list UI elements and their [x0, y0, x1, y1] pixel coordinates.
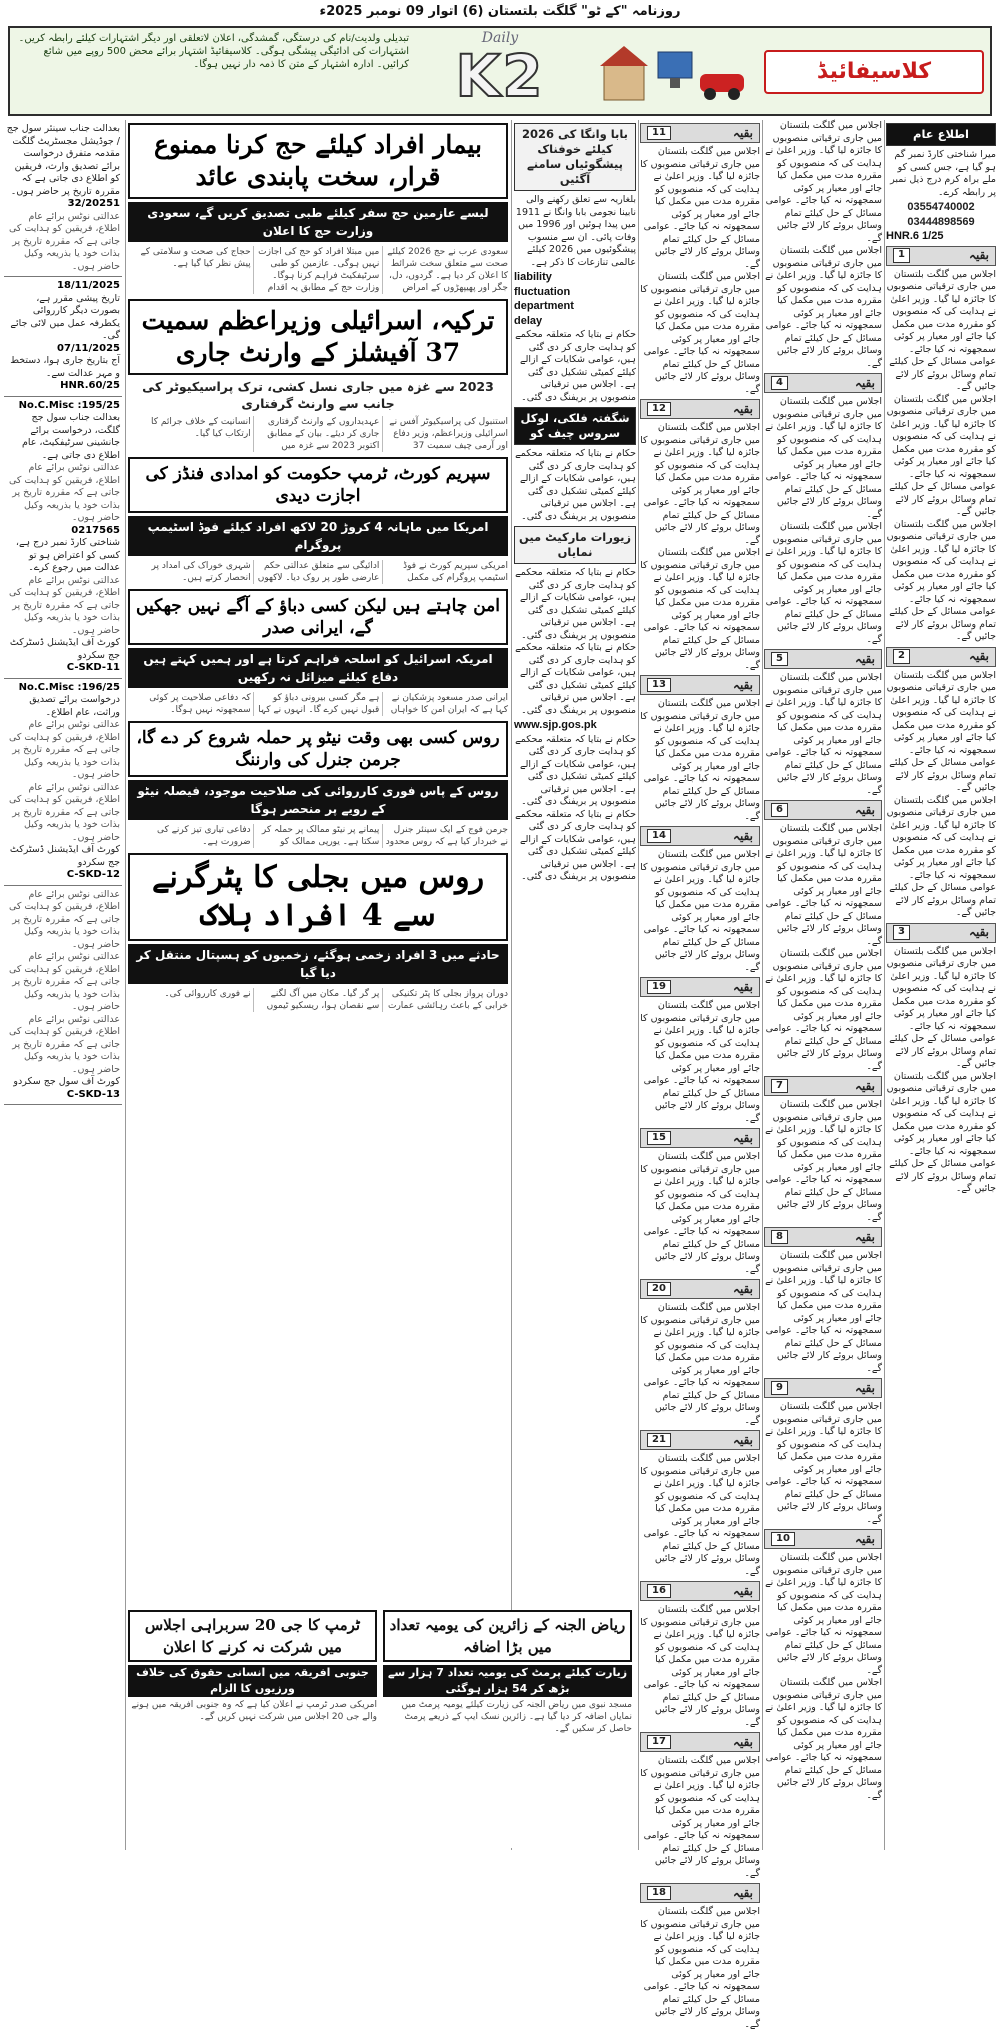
continued-number: 17: [647, 1735, 671, 1750]
story-body: اجلاس میں گلگت بلتستان میں جاری ترقیاتی منصوبوں کا جائزہ لیا گیا۔ وزیر اعلیٰ نے ہدایت کی کہ منصوبوں کو مقررہ مدت میں مکمل کیا جائے اور معیار پر کوئی سمجھوتہ نہ کیا جائے۔ عوامی مسائل کے حل کیلئے تمام وسائل بروئے کار لائے جائیں گے۔: [886, 794, 996, 918]
story-body: اجلاس میں گلگت بلتستان میں جاری ترقیاتی منصوبوں کا جائزہ لیا گیا۔ وزیر اعلیٰ نے ہدایت کی کہ منصوبوں کو مقررہ مدت میں مکمل کیا جائے اور معیار پر کوئی سمجھوتہ نہ کیا جائے۔ عوامی مسائل کے حل کیلئے تمام وسائل بروئے کار لائے جائیں گے۔: [640, 146, 760, 270]
headline: بیمار افراد کیلئے حج کرنا ممنوع قرار، سخت پابندی عائد: [128, 123, 508, 199]
latin-term: liability: [514, 271, 552, 283]
column-rule: [884, 120, 885, 1850]
story-body: اجلاس میں گلگت بلتستان میں جاری ترقیاتی منصوبوں کا جائزہ لیا گیا۔ وزیر اعلیٰ نے ہدایت کی کہ منصوبوں کو مقررہ مدت میں مکمل کیا جائے اور معیار پر کوئی سمجھوتہ نہ کیا جائے۔ عوامی مسائل کے حل کیلئے تمام وسائل بروئے کار لائے جائیں گے۔: [640, 1755, 760, 1879]
continued-marker: [764, 649, 882, 669]
story-body: ایرانی صدر مسعود پزشکیان نے کہا ہے کہ ایران امن کا خواہاں ہے مگر کسی بیرونی دباؤ کو قبول نہیں کرے گا۔ انہوں نے کہا کہ دفاعی صلاحیت پر کوئی سمجھوتہ نہیں ہوگا۔: [149, 693, 508, 715]
continued-number: 10: [771, 1532, 795, 1547]
continued-marker: [886, 923, 996, 943]
notice-filler: عدالتی نوٹس برائے عام اطلاع، فریقین کو ہدایت کی جاتی ہے کہ مقررہ تاریخ پر بذات خود یا بذریعہ وکیل حاضر ہوں۔: [8, 1013, 120, 1075]
continued-number: 13: [647, 678, 671, 693]
story-body: اجلاس میں گلگت بلتستان میں جاری ترقیاتی منصوبوں کا جائزہ لیا گیا۔ وزیر اعلیٰ نے ہدایت کی کہ منصوبوں کو مقررہ مدت میں مکمل کیا جائے اور معیار پر کوئی سمجھوتہ نہ کیا جائے۔ عوامی مسائل کے حل کیلئے تمام وسائل بروئے کار لائے جائیں گے۔: [640, 1000, 760, 1124]
story-iran-president[interactable]: [128, 589, 508, 718]
continued-marker: [640, 1883, 760, 1903]
subheadline: امریکہ اسرائیل کو اسلحہ فراہم کرتا ہے اور ہمیں کہتے ہیں دفاع کیلئے میزائل نہ رکھیں: [128, 648, 508, 688]
headline: امن چاہتے ہیں لیکن کسی دباؤ کے آگے نہیں جھکیں گے، ایرانی صدر: [128, 589, 508, 645]
continued-number: 15: [647, 1131, 671, 1146]
classified-banner: کلاسیفائیڈ: [764, 50, 984, 94]
subheadline: 2023 سے غزہ میں جاری نسل کشی، ترک پراسیکیوٹر کی جانب سے وارنٹ گرفتاری: [142, 379, 494, 411]
continued-number: 1: [893, 248, 910, 263]
continued-label: بقیہ: [854, 1078, 875, 1093]
story-body: اجلاس میں گلگت بلتستان میں جاری ترقیاتی منصوبوں کا جائزہ لیا گیا۔ وزیر اعلیٰ نے ہدایت کی کہ منصوبوں کو مقررہ مدت میں مکمل کیا جائے اور معیار پر کوئی سمجھوتہ نہ کیا جائے۔ عوامی مسائل کے حل کیلئے تمام وسائل بروئے کار لائے جائیں گے۔: [886, 945, 996, 1069]
continued-marker: [640, 675, 760, 695]
notice-ref: No.C.Misc :195/25: [18, 399, 120, 411]
notice-ref: 18/11/2025: [57, 280, 120, 291]
column-rule: [511, 120, 512, 1850]
story-body: دوران پرواز بجلی کا پٹر تکنیکی خرابی کے باعث رہائشی عمارت پر گر گیا۔ مکان میں آگ لگنے سے نقصان ہوا، ریسکیو ٹیموں نے فوری کارروائی کی۔: [164, 989, 508, 1011]
continued-number: 9: [771, 1381, 788, 1396]
notice-filler: عدالتی نوٹس برائے عام اطلاع، فریقین کو ہدایت کی جاتی ہے کہ مقررہ تاریخ پر بذات خود یا بذریعہ وکیل حاضر ہوں۔: [8, 462, 120, 523]
court-notice: [4, 397, 122, 679]
notice-filler: عدالتی نوٹس برائے عام اطلاع، فریقین کو ہدایت کی جاتی ہے کہ مقررہ تاریخ پر بذات خود یا بذریعہ وکیل حاضر ہوں۔: [8, 888, 120, 950]
story-body: حکام نے بتایا کہ متعلقہ محکمے کو ہدایت جاری کر دی گئی ہیں، عوامی شکایات کے ازالے کیلئے کمیٹی تشکیل دی گئی ہے۔ اجلاس میں ترقیاتی منصوبوں پر بریفنگ دی گئی۔: [515, 567, 636, 641]
story-body: امریکی سپریم کورٹ نے فوڈ اسٹیمپ پروگرام کی مکمل ادائیگی سے متعلق عدالتی حکم عارضی طور پر روک دیا۔ لاکھوں شہری خوراک کی امداد پر انحصار کرتے ہیں۔: [151, 561, 508, 583]
story-body: اجلاس میں گلگت بلتستان میں جاری ترقیاتی منصوبوں کا جائزہ لیا گیا۔ وزیر اعلیٰ نے ہدایت کی کہ منصوبوں کو مقررہ مدت میں مکمل کیا جائے اور معیار پر کوئی سمجھوتہ نہ کیا جائے۔ عوامی مسائل کے حل کیلئے تمام وسائل بروئے کار لائے جائیں گے۔: [765, 1099, 882, 1223]
notice-ref: 32/20251: [67, 198, 120, 209]
notice-text: شناختی کارڈ نمبر درج ہے، کسی کو اعتراض ہو تو عدالت میں رجوع کرے۔: [15, 537, 120, 573]
continued-label: بقیہ: [854, 1229, 875, 1244]
continued-number: 6: [771, 803, 788, 818]
continued-label: بقیہ: [732, 401, 753, 416]
continued-label: بقیہ: [732, 1885, 753, 1900]
story-body: اجلاس میں گلگت بلتستان میں جاری ترقیاتی منصوبوں کا جائزہ لیا گیا۔ وزیر اعلیٰ نے ہدایت کی کہ منصوبوں کو مقررہ مدت میں مکمل کیا جائے اور معیار پر کوئی سمجھوتہ نہ کیا جائے۔ عوامی مسائل کے حل کیلئے تمام وسائل بروئے کار لائے جائیں گے۔: [886, 393, 996, 517]
story-body: استنبول کی پراسیکیوٹر آفس نے اسرائیلی وزیراعظم، وزیر دفاع اور آرمی چیف سمیت 37 عہدیداروں کے وارنٹ گرفتاری جاری کر دیئے۔ بیان کے مطابق اکتوبر 2023 سے غزہ میں انسانیت کے خلاف جرائم کا ارتکاب کیا گیا۔: [151, 417, 508, 451]
continued-marker: [640, 977, 760, 997]
continued-number: 4: [771, 376, 788, 391]
story-body: اجلاس میں گلگت بلتستان میں جاری ترقیاتی منصوبوں کا جائزہ لیا گیا۔ وزیر اعلیٰ نے ہدایت کی کہ منصوبوں کو مقررہ مدت میں مکمل کیا جائے اور معیار پر کوئی سمجھوتہ نہ کیا جائے۔ عوامی مسائل کے حل کیلئے تمام وسائل بروئے کار لائے جائیں گے۔: [765, 396, 882, 520]
story-body: اجلاس میں گلگت بلتستان میں جاری ترقیاتی منصوبوں کا جائزہ لیا گیا۔ وزیر اعلیٰ نے ہدایت کی کہ منصوبوں کو مقررہ مدت میں مکمل کیا جائے اور معیار پر کوئی سمجھوتہ نہ کیا جائے۔ عوامی مسائل کے حل کیلئے تمام وسائل بروئے کار لائے جائیں گے۔: [765, 245, 882, 369]
continued-label: بقیہ: [732, 1734, 753, 1749]
story-hajj[interactable]: [128, 123, 508, 296]
notice-text: کورٹ آف ایڈیشنل ڈسٹرکٹ جج سکردو: [9, 844, 120, 868]
continued-marker: [886, 647, 996, 667]
story-russia-helicopter[interactable]: [128, 853, 508, 1014]
headline: روس میں بجلی کا پٹرگرنے سے 4 افراد ہلاک: [128, 853, 508, 941]
story-body: اجلاس میں گلگت بلتستان میں جاری ترقیاتی منصوبوں کا جائزہ لیا گیا۔ وزیر اعلیٰ نے ہدایت کی کہ منصوبوں کو مقررہ مدت میں مکمل کیا جائے اور معیار پر کوئی سمجھوتہ نہ کیا جائے۔ عوامی مسائل کے حل کیلئے تمام وسائل بروئے کار لائے جائیں گے۔: [640, 849, 760, 973]
story-body: اجلاس میں گلگت بلتستان میں جاری ترقیاتی منصوبوں کا جائزہ لیا گیا۔ وزیر اعلیٰ نے ہدایت کی کہ منصوبوں کو مقررہ مدت میں مکمل کیا جائے اور معیار پر کوئی سمجھوتہ نہ کیا جائے۔ عوامی مسائل کے حل کیلئے تمام وسائل بروئے کار لائے جائیں گے۔: [640, 271, 760, 395]
notice-text: بعدالت جناب سینئر سول جج / جوڈیشل مجسٹریٹ گلگت مقدمہ متفرق درخواست برائے تصدیق وارث، فریقین کو اطلاع دی جاتی ہے کہ مقررہ تاریخ پر حاضر ہوں۔: [6, 123, 120, 197]
continued-label: بقیہ: [968, 925, 989, 940]
newspaper-page: [4, 120, 996, 2030]
story-body: اجلاس میں گلگت بلتستان میں جاری ترقیاتی منصوبوں کا جائزہ لیا گیا۔ وزیر اعلیٰ نے ہدایت کی کہ منصوبوں کو مقررہ مدت میں مکمل کیا جائے اور معیار پر کوئی سمجھوتہ نہ کیا جائے۔ عوامی مسائل کے حل کیلئے تمام وسائل بروئے کار لائے جائیں گے۔: [765, 948, 882, 1072]
story-body: اجلاس میں گلگت بلتستان میں جاری ترقیاتی منصوبوں کا جائزہ لیا گیا۔ وزیر اعلیٰ نے ہدایت کی کہ منصوبوں کو مقررہ مدت میں مکمل کیا جائے اور معیار پر کوئی سمجھوتہ نہ کیا جائے۔ عوامی مسائل کے حل کیلئے تمام وسائل بروئے کار لائے جائیں گے۔: [765, 1552, 882, 1676]
phone-number[interactable]: 03444898569: [907, 215, 975, 228]
story-body: اجلاس میں گلگت بلتستان میں جاری ترقیاتی منصوبوں کا جائزہ لیا گیا۔ وزیر اعلیٰ نے ہدایت کی کہ منصوبوں کو مقررہ مدت میں مکمل کیا جائے اور معیار پر کوئی سمجھوتہ نہ کیا جائے۔ عوامی مسائل کے حل کیلئے تمام وسائل بروئے کار لائے جائیں گے۔: [886, 518, 996, 642]
continued-marker: [640, 123, 760, 143]
story-body: جرمن فوج کے ایک سینئر جنرل نے خبردار کیا ہے کہ روس محدود پیمانے پر نیٹو ممالک پر حملہ کر سکتا ہے۔ یورپی ممالک کو دفاعی تیاری تیز کرنے کی ضرورت ہے۔: [156, 825, 508, 847]
continued-marker: [764, 373, 882, 393]
masthead: [8, 26, 992, 116]
continued-number: 18: [647, 1886, 671, 1901]
story-body: اجلاس میں گلگت بلتستان میں جاری ترقیاتی منصوبوں کا جائزہ لیا گیا۔ وزیر اعلیٰ نے ہدایت کی کہ منصوبوں کو مقررہ مدت میں مکمل کیا جائے اور معیار پر کوئی سمجھوتہ نہ کیا جائے۔ عوامی مسائل کے حل کیلئے تمام وسائل بروئے کار لائے جائیں گے۔: [765, 1250, 882, 1374]
notice-ref: HNR.6 1/25: [886, 230, 944, 242]
continued-label: بقیہ: [968, 649, 989, 664]
continued-label: بقیہ: [732, 1281, 753, 1296]
classified-illustration-icon: [600, 34, 750, 108]
phone-number[interactable]: 03554740002: [907, 201, 975, 213]
continued-marker: [640, 826, 760, 846]
mid-news-column: [514, 120, 636, 1850]
column-rule: [638, 120, 639, 1850]
story-body: اجلاس میں گلگت بلتستان میں جاری ترقیاتی منصوبوں کا جائزہ لیا گیا۔ وزیر اعلیٰ نے ہدایت کی کہ منصوبوں کو مقررہ مدت میں مکمل کیا جائے اور معیار پر کوئی سمجھوتہ نہ کیا جائے۔ عوامی مسائل کے حل کیلئے تمام وسائل بروئے کار لائے جائیں گے۔: [640, 1604, 760, 1728]
story-body: اجلاس میں گلگت بلتستان میں جاری ترقیاتی منصوبوں کا جائزہ لیا گیا۔ وزیر اعلیٰ نے ہدایت کی کہ منصوبوں کو مقررہ مدت میں مکمل کیا جائے اور معیار پر کوئی سمجھوتہ نہ کیا جائے۔ عوامی مسائل کے حل کیلئے تمام وسائل بروئے کار لائے جائیں گے۔: [765, 672, 882, 796]
story-body: اجلاس میں گلگت بلتستان میں جاری ترقیاتی منصوبوں کا جائزہ لیا گیا۔ وزیر اعلیٰ نے ہدایت کی کہ منصوبوں کو مقررہ مدت میں مکمل کیا جائے اور معیار پر کوئی سمجھوتہ نہ کیا جائے۔ عوامی مسائل کے حل کیلئے تمام وسائل بروئے کار لائے جائیں گے۔: [765, 521, 882, 645]
latin-term: fluctuation: [514, 285, 571, 298]
notice-filler: عدالتی نوٹس برائے عام اطلاع، فریقین کو ہدایت کی جاتی ہے کہ مقررہ تاریخ پر بذات خود یا بذریعہ وکیل حاضر ہوں۔: [8, 781, 120, 843]
headline: ٹرمپ کا جی 20 سربراہی اجلاس میں شرکت نہ کرنے کا اعلان: [128, 1610, 377, 1662]
notice-ref: HNR.60/25: [60, 380, 120, 391]
notice-ref: 07/11/2025: [57, 342, 120, 354]
continued-number: 8: [771, 1230, 788, 1245]
continued-marker: [640, 1581, 760, 1601]
story-body: اجلاس میں گلگت بلتستان میں جاری ترقیاتی منصوبوں کا جائزہ لیا گیا۔ وزیر اعلیٰ نے ہدایت کی کہ منصوبوں کو مقررہ مدت میں مکمل کیا جائے اور معیار پر کوئی سمجھوتہ نہ کیا جائے۔ عوامی مسائل کے حل کیلئے تمام وسائل بروئے کار لائے جائیں گے۔: [886, 669, 996, 793]
continued-label: بقیہ: [732, 1130, 753, 1145]
continued-number: 11: [647, 126, 671, 141]
story-body: اجلاس میں گلگت بلتستان میں جاری ترقیاتی منصوبوں کا جائزہ لیا گیا۔ وزیر اعلیٰ نے ہدایت کی کہ منصوبوں کو مقررہ مدت میں مکمل کیا جائے اور معیار پر کوئی سمجھوتہ نہ کیا جائے۔ عوامی مسائل کے حل کیلئے تمام وسائل بروئے کار لائے جائیں گے۔: [765, 120, 882, 244]
court-notice: [4, 679, 122, 886]
continued-label: بقیہ: [854, 651, 875, 666]
continued-marker: [764, 800, 882, 820]
continued-marker: [764, 1378, 882, 1398]
story-body: حکام نے بتایا کہ متعلقہ محکمے کو ہدایت جاری کر دی گئی ہیں، عوامی شکایات کے ازالے کیلئے کمیٹی تشکیل دی گئی ہے۔ اجلاس میں ترقیاتی منصوبوں پر بریفنگ دی گئی۔: [515, 733, 636, 807]
continued-label: بقیہ: [854, 375, 875, 390]
story-body: اجلاس میں گلگت بلتستان میں جاری ترقیاتی منصوبوں کا جائزہ لیا گیا۔ وزیر اعلیٰ نے ہدایت کی کہ منصوبوں کو مقررہ مدت میں مکمل کیا جائے اور معیار پر کوئی سمجھوتہ نہ کیا جائے۔ عوامی مسائل کے حل کیلئے تمام وسائل بروئے کار لائے جائیں گے۔: [765, 823, 882, 947]
story-body: اجلاس میں گلگت بلتستان میں جاری ترقیاتی منصوبوں کا جائزہ لیا گیا۔ وزیر اعلیٰ نے ہدایت کی کہ منصوبوں کو مقررہ مدت میں مکمل کیا جائے اور معیار پر کوئی سمجھوتہ نہ کیا جائے۔ عوامی مسائل کے حل کیلئے تمام وسائل بروئے کار لائے جائیں گے۔: [640, 1302, 760, 1426]
public-notice-title: اطلاع عام: [886, 123, 996, 146]
website-link[interactable]: www.sjp.gos.pk: [514, 719, 597, 731]
story-body: امریکی صدر ٹرمپ نے اعلان کیا ہے کہ وہ جنوبی افریقہ میں ہونے والے جی 20 اجلاس میں شرکت نہیں کریں گے۔: [131, 1700, 377, 1722]
continued-marker: [640, 399, 760, 419]
court-notice: [4, 277, 122, 397]
continued-label: بقیہ: [854, 802, 875, 817]
story-body: سعودی عرب نے حج 2026 کیلئے صحت سے متعلق سخت شرائط کا اعلان کر دیا ہے۔ گردوں، دل، جگر اور پھیپھڑوں کے امراض میں مبتلا افراد کو حج کی اجازت نہیں ہوگی۔ عازمین کو طبی سرٹیفکیٹ فراہم کرنا ہوگا۔ وزارت حج کے مطابق یہ اقدام حجاج کی صحت و سلامتی کے پیش نظر کیا گیا ہے۔: [140, 247, 508, 293]
notice-ref: 0217565: [71, 524, 120, 536]
continued-marker: [640, 1128, 760, 1148]
continued-number: 5: [771, 652, 788, 667]
baba-vanga-headline[interactable]: بابا وانگا کی 2026 کیلئے خوفناک پیشگوئیاں سامنے آگئیں: [514, 123, 636, 191]
story-body: مسجد نبوی میں ریاض الجنہ کی زیارت کیلئے یومیہ پرمٹ میں نمایاں اضافہ کر دیا گیا ہے۔ زائرین نسک ایپ کے ذریعے پرمٹ حاصل کر سکیں گے۔: [401, 1700, 632, 1734]
continued-column-2: [764, 120, 882, 1850]
notice-ref: C-SKD-13: [66, 1088, 120, 1100]
continued-number: 16: [647, 1584, 671, 1599]
story-body: اجلاس میں گلگت بلتستان میں جاری ترقیاتی منصوبوں کا جائزہ لیا گیا۔ وزیر اعلیٰ نے ہدایت کی کہ منصوبوں کو مقررہ مدت میں مکمل کیا جائے اور معیار پر کوئی سمجھوتہ نہ کیا جائے۔ عوامی مسائل کے حل کیلئے تمام وسائل بروئے کار لائے جائیں گے۔: [886, 1070, 996, 1194]
story-body: بلغاریہ سے تعلق رکھنے والی نابینا نجومی بابا وانگا نے 1911 میں پیدا ہوئیں اور 1996 میں وفات پائی۔ ان سے منسوب پیشگوئیوں میں 2026 کیلئے عالمی تنازعات کا ذکر ہے۔: [515, 194, 636, 268]
continued-label: بقیہ: [968, 248, 989, 263]
continued-number: 14: [647, 829, 671, 844]
court-notice: [4, 886, 122, 1106]
story-body: حکام نے بتایا کہ متعلقہ محکمے کو ہدایت جاری کر دی گئی ہیں، عوامی شکایات کے ازالے کیلئے کمیٹی تشکیل دی گئی ہے۔ اجلاس میں ترقیاتی منصوبوں پر بریفنگ دی گئی۔: [515, 642, 636, 716]
continued-number: 20: [647, 1282, 671, 1297]
story-body: اجلاس میں گلگت بلتستان میں جاری ترقیاتی منصوبوں کا جائزہ لیا گیا۔ وزیر اعلیٰ نے ہدایت کی کہ منصوبوں کو مقررہ مدت میں مکمل کیا جائے اور معیار پر کوئی سمجھوتہ نہ کیا جائے۔ عوامی مسائل کے حل کیلئے تمام وسائل بروئے کار لائے جائیں گے۔: [765, 1401, 882, 1525]
box-headline[interactable]: زیورات مارکیٹ میں نمایاں: [514, 526, 636, 564]
subheadline: جنوبی افریقہ میں انسانی حقوق کی خلاف ورزیوں کا الزام: [128, 1665, 377, 1697]
story-riaz-ul-jannah[interactable]: [383, 1610, 632, 1735]
subheadline: زیارت کیلئے پرمٹ کی یومیہ تعداد 7 ہزار سے بڑھ کر 54 ہزار ہوگئی: [383, 1665, 632, 1697]
notice-filler: عدالتی نوٹس برائے عام اطلاع، فریقین کو ہدایت کی جاتی ہے کہ مقررہ تاریخ پر بذات خود یا بذریعہ وکیل حاضر ہوں۔: [8, 951, 120, 1012]
story-russia-nato[interactable]: [128, 721, 508, 850]
notice-text: کورٹ آف سول جج سکردو: [13, 1076, 120, 1087]
continued-label: بقیہ: [732, 979, 753, 994]
subheadline: روس کے پاس فوری کارروائی کی صلاحیت موجود، فیصلہ نیٹو کے رویے پر منحصر ہوگا: [128, 780, 508, 820]
story-turkey-warrants[interactable]: [128, 299, 508, 454]
continued-marker: [764, 1227, 882, 1247]
story-body: حکام نے بتایا کہ متعلقہ محکمے کو ہدایت جاری کر دی گئی ہیں، عوامی شکایات کے ازالے کیلئے کمیٹی تشکیل دی گئی ہے۔ اجلاس میں ترقیاتی منصوبوں پر بریفنگ دی گئی۔: [515, 808, 636, 882]
notice-text: بعدالت جناب سول جج گلگت، درخواست برائے جانشینی سرٹیفکیٹ، عام اطلاع دی جاتی ہے۔: [21, 412, 120, 461]
headline: ترکیہ، اسرائیلی وزیراعظم سمیت 37 آفیشلز کے وارنٹ جاری: [128, 299, 508, 375]
continued-number: 3: [893, 925, 910, 940]
logo-k2-text: K2: [455, 42, 545, 110]
story-body: حکام نے بتایا کہ متعلقہ محکمے کو ہدایت جاری کر دی گئی ہیں، عوامی شکایات کے ازالے کیلئے کمیٹی تشکیل دی گئی ہے۔ اجلاس میں ترقیاتی منصوبوں پر بریفنگ دی گئی۔: [515, 448, 636, 522]
continued-number: 2: [893, 649, 910, 664]
logo-daily-text: Daily: [481, 30, 519, 46]
story-body: حکام نے بتایا کہ متعلقہ محکمے کو ہدایت جاری کر دی گئی ہیں، عوامی شکایات کے ازالے کیلئے کمیٹی تشکیل دی گئی ہے۔ اجلاس میں ترقیاتی منصوبوں پر بریفنگ دی گئی۔: [515, 329, 636, 403]
dateline: روزنامہ "کے ٹو" گلگت بلتستان (6) اتوار 09 نومبر 2025ء: [319, 4, 681, 19]
story-body: اجلاس میں گلگت بلتستان میں جاری ترقیاتی منصوبوں کا جائزہ لیا گیا۔ وزیر اعلیٰ نے ہدایت کی کہ منصوبوں کو مقررہ مدت میں مکمل کیا جائے اور معیار پر کوئی سمجھوتہ نہ کیا جائے۔ عوامی مسائل کے حل کیلئے تمام وسائل بروئے کار لائے جائیں گے۔: [886, 268, 996, 392]
story-body: اجلاس میں گلگت بلتستان میں جاری ترقیاتی منصوبوں کا جائزہ لیا گیا۔ وزیر اعلیٰ نے ہدایت کی کہ منصوبوں کو مقررہ مدت میں مکمل کیا جائے اور معیار پر کوئی سمجھوتہ نہ کیا جائے۔ عوامی مسائل کے حل کیلئے تمام وسائل بروئے کار لائے جائیں گے۔: [640, 698, 760, 822]
notice-text: کورٹ آف ایڈیشنل ڈسٹرکٹ جج سکردو: [9, 637, 120, 661]
continued-number: 19: [647, 980, 671, 995]
headline: روس کسی بھی وقت نیٹو پر حملہ شروع کر دے گا، جرمن جنرل کی وارننگ: [128, 721, 508, 777]
column-rule: [762, 120, 763, 1850]
story-body: اجلاس میں گلگت بلتستان میں جاری ترقیاتی منصوبوں کا جائزہ لیا گیا۔ وزیر اعلیٰ نے ہدایت کی کہ منصوبوں کو مقررہ مدت میں مکمل کیا جائے اور معیار پر کوئی سمجھوتہ نہ کیا جائے۔ عوامی مسائل کے حل کیلئے تمام وسائل بروئے کار لائے جائیں گے۔: [640, 1151, 760, 1275]
notice-text: درخواست برائے تصدیق وراثت، عام اطلاع۔: [29, 694, 120, 718]
continued-label: بقیہ: [854, 1380, 875, 1395]
continued-number: 12: [647, 402, 671, 417]
continued-number: 7: [771, 1079, 788, 1094]
continued-marker: [764, 1529, 882, 1549]
subheadline: حادثے میں 3 افراد زخمی ہوگئے، زخمیوں کو ہسپتال منتقل کر دیا گیا: [128, 944, 508, 984]
continued-marker: [764, 1076, 882, 1096]
notice-text: تاریخ پیشی مقرر ہے، بصورت دیگر کارروائی یکطرفہ عمل میں لائی جائے گی۔: [10, 292, 120, 341]
headline: سپریم کورٹ، ٹرمپ حکومت کو امدادی فنڈز کی اجازت دیدی: [128, 457, 508, 513]
continued-label: بقیہ: [732, 677, 753, 692]
continued-label: بقیہ: [732, 1432, 753, 1447]
notice-filler: عدالتی نوٹس برائے عام اطلاع، فریقین کو ہدایت کی جاتی ہے کہ مقررہ تاریخ پر بذات خود یا بذریعہ وکیل حاضر ہوں۔: [8, 210, 120, 272]
latin-term: delay: [514, 314, 543, 327]
newspaper-logo[interactable]: [415, 28, 585, 114]
main-news-column: [128, 120, 508, 1850]
notice-ref: C-SKD-12: [66, 869, 120, 880]
masthead-notice: تبدیلی ولدیت/نام کی درستگی، گمشدگی، اعلان لاتعلقی اور دیگر اشتہارات کیلئے رابطہ کریں۔ اشتہارات کی ادائیگی پیشگی ہوگی۔ کلاسیفائیڈ اشتہار برائے محض 500 روپے میں شائع کرائیں۔ ادارہ اشتہار کے متن کا ذمہ دار نہیں ہوگا۔: [18, 33, 409, 70]
headline: ریاض الجنہ کے زائرین کی یومیہ تعداد میں بڑا اضافہ: [383, 1610, 632, 1662]
continued-label: بقیہ: [732, 125, 753, 140]
continued-label: بقیہ: [854, 1531, 875, 1546]
continued-column-1: [640, 120, 760, 2030]
story-supreme-court[interactable]: [128, 457, 508, 586]
court-notices-column: [4, 120, 122, 1850]
continued-label: بقیہ: [732, 1583, 753, 1598]
story-body: اجلاس میں گلگت بلتستان میں جاری ترقیاتی منصوبوں کا جائزہ لیا گیا۔ وزیر اعلیٰ نے ہدایت کی کہ منصوبوں کو مقررہ مدت میں مکمل کیا جائے اور معیار پر کوئی سمجھوتہ نہ کیا جائے۔ عوامی مسائل کے حل کیلئے تمام وسائل بروئے کار لائے جائیں گے۔: [640, 422, 760, 546]
story-body: اجلاس میں گلگت بلتستان میں جاری ترقیاتی منصوبوں کا جائزہ لیا گیا۔ وزیر اعلیٰ نے ہدایت کی کہ منصوبوں کو مقررہ مدت میں مکمل کیا جائے اور معیار پر کوئی سمجھوتہ نہ کیا جائے۔ عوامی مسائل کے حل کیلئے تمام وسائل بروئے کار لائے جائیں گے۔: [640, 547, 760, 671]
story-body: اجلاس میں گلگت بلتستان میں جاری ترقیاتی منصوبوں کا جائزہ لیا گیا۔ وزیر اعلیٰ نے ہدایت کی کہ منصوبوں کو مقررہ مدت میں مکمل کیا جائے اور معیار پر کوئی سمجھوتہ نہ کیا جائے۔ عوامی مسائل کے حل کیلئے تمام وسائل بروئے کار لائے جائیں گے۔: [765, 1677, 882, 1801]
subheadline: لیسے عازمین حج سفر کیلئے طبی تصدیق کریں گے، سعودی وزارت حج کا اعلان: [128, 202, 508, 242]
notice-ref: C-SKD-11: [66, 662, 120, 673]
story-body: اجلاس میں گلگت بلتستان میں جاری ترقیاتی منصوبوں کا جائزہ لیا گیا۔ وزیر اعلیٰ نے ہدایت کی کہ منصوبوں کو مقررہ مدت میں مکمل کیا جائے اور معیار پر کوئی سمجھوتہ نہ کیا جائے۔ عوامی مسائل کے حل کیلئے تمام وسائل بروئے کار لائے جائیں گے۔: [640, 1906, 760, 2030]
notice-text: آج بتاریخ جاری ہوا، دستخط و مہر عدالت سے۔: [10, 355, 120, 379]
court-notice: [4, 120, 122, 277]
latin-term: department: [514, 300, 574, 312]
continued-marker: [886, 246, 996, 266]
continued-marker: [640, 1279, 760, 1299]
bottom-news-block: [128, 1610, 632, 1848]
continued-marker: [640, 1430, 760, 1450]
continued-marker: [640, 1732, 760, 1752]
public-notice-text: میرا شناختی کارڈ نمبر گم ہو گیا ہے، جس کسی کو ملے براہ کرم درج ذیل نمبر پر رابطہ کرے۔: [890, 149, 996, 198]
notice-filler: عدالتی نوٹس برائے عام اطلاع، فریقین کو ہدایت کی جاتی ہے کہ مقررہ تاریخ پر بذات خود یا بذریعہ وکیل حاضر ہوں۔: [8, 719, 120, 780]
subheadline: امریکا میں ماہانہ 4 کروڑ 20 لاکھ افراد کیلئے فوڈ اسٹیمپ پروگرام: [128, 516, 508, 556]
continued-label: بقیہ: [732, 828, 753, 843]
notice-ref: No.C.Misc :196/25: [18, 681, 120, 693]
story-trump-g20[interactable]: [128, 1610, 377, 1735]
story-body: اجلاس میں گلگت بلتستان میں جاری ترقیاتی منصوبوں کا جائزہ لیا گیا۔ وزیر اعلیٰ نے ہدایت کی کہ منصوبوں کو مقررہ مدت میں مکمل کیا جائے اور معیار پر کوئی سمجھوتہ نہ کیا جائے۔ عوامی مسائل کے حل کیلئے تمام وسائل بروئے کار لائے جائیں گے۔: [640, 1453, 760, 1577]
notice-filler: عدالتی نوٹس برائے عام اطلاع، فریقین کو ہدایت کی جاتی ہے کہ مقررہ تاریخ پر بذات خود یا بذریعہ وکیل حاضر ہوں۔: [8, 574, 120, 636]
continued-number: 21: [647, 1433, 671, 1448]
box-headline[interactable]: شگفتہ فلکی، لوکل سروس چیف کو: [514, 407, 636, 445]
public-notice-column: [886, 120, 996, 1850]
column-rule: [125, 120, 126, 1850]
